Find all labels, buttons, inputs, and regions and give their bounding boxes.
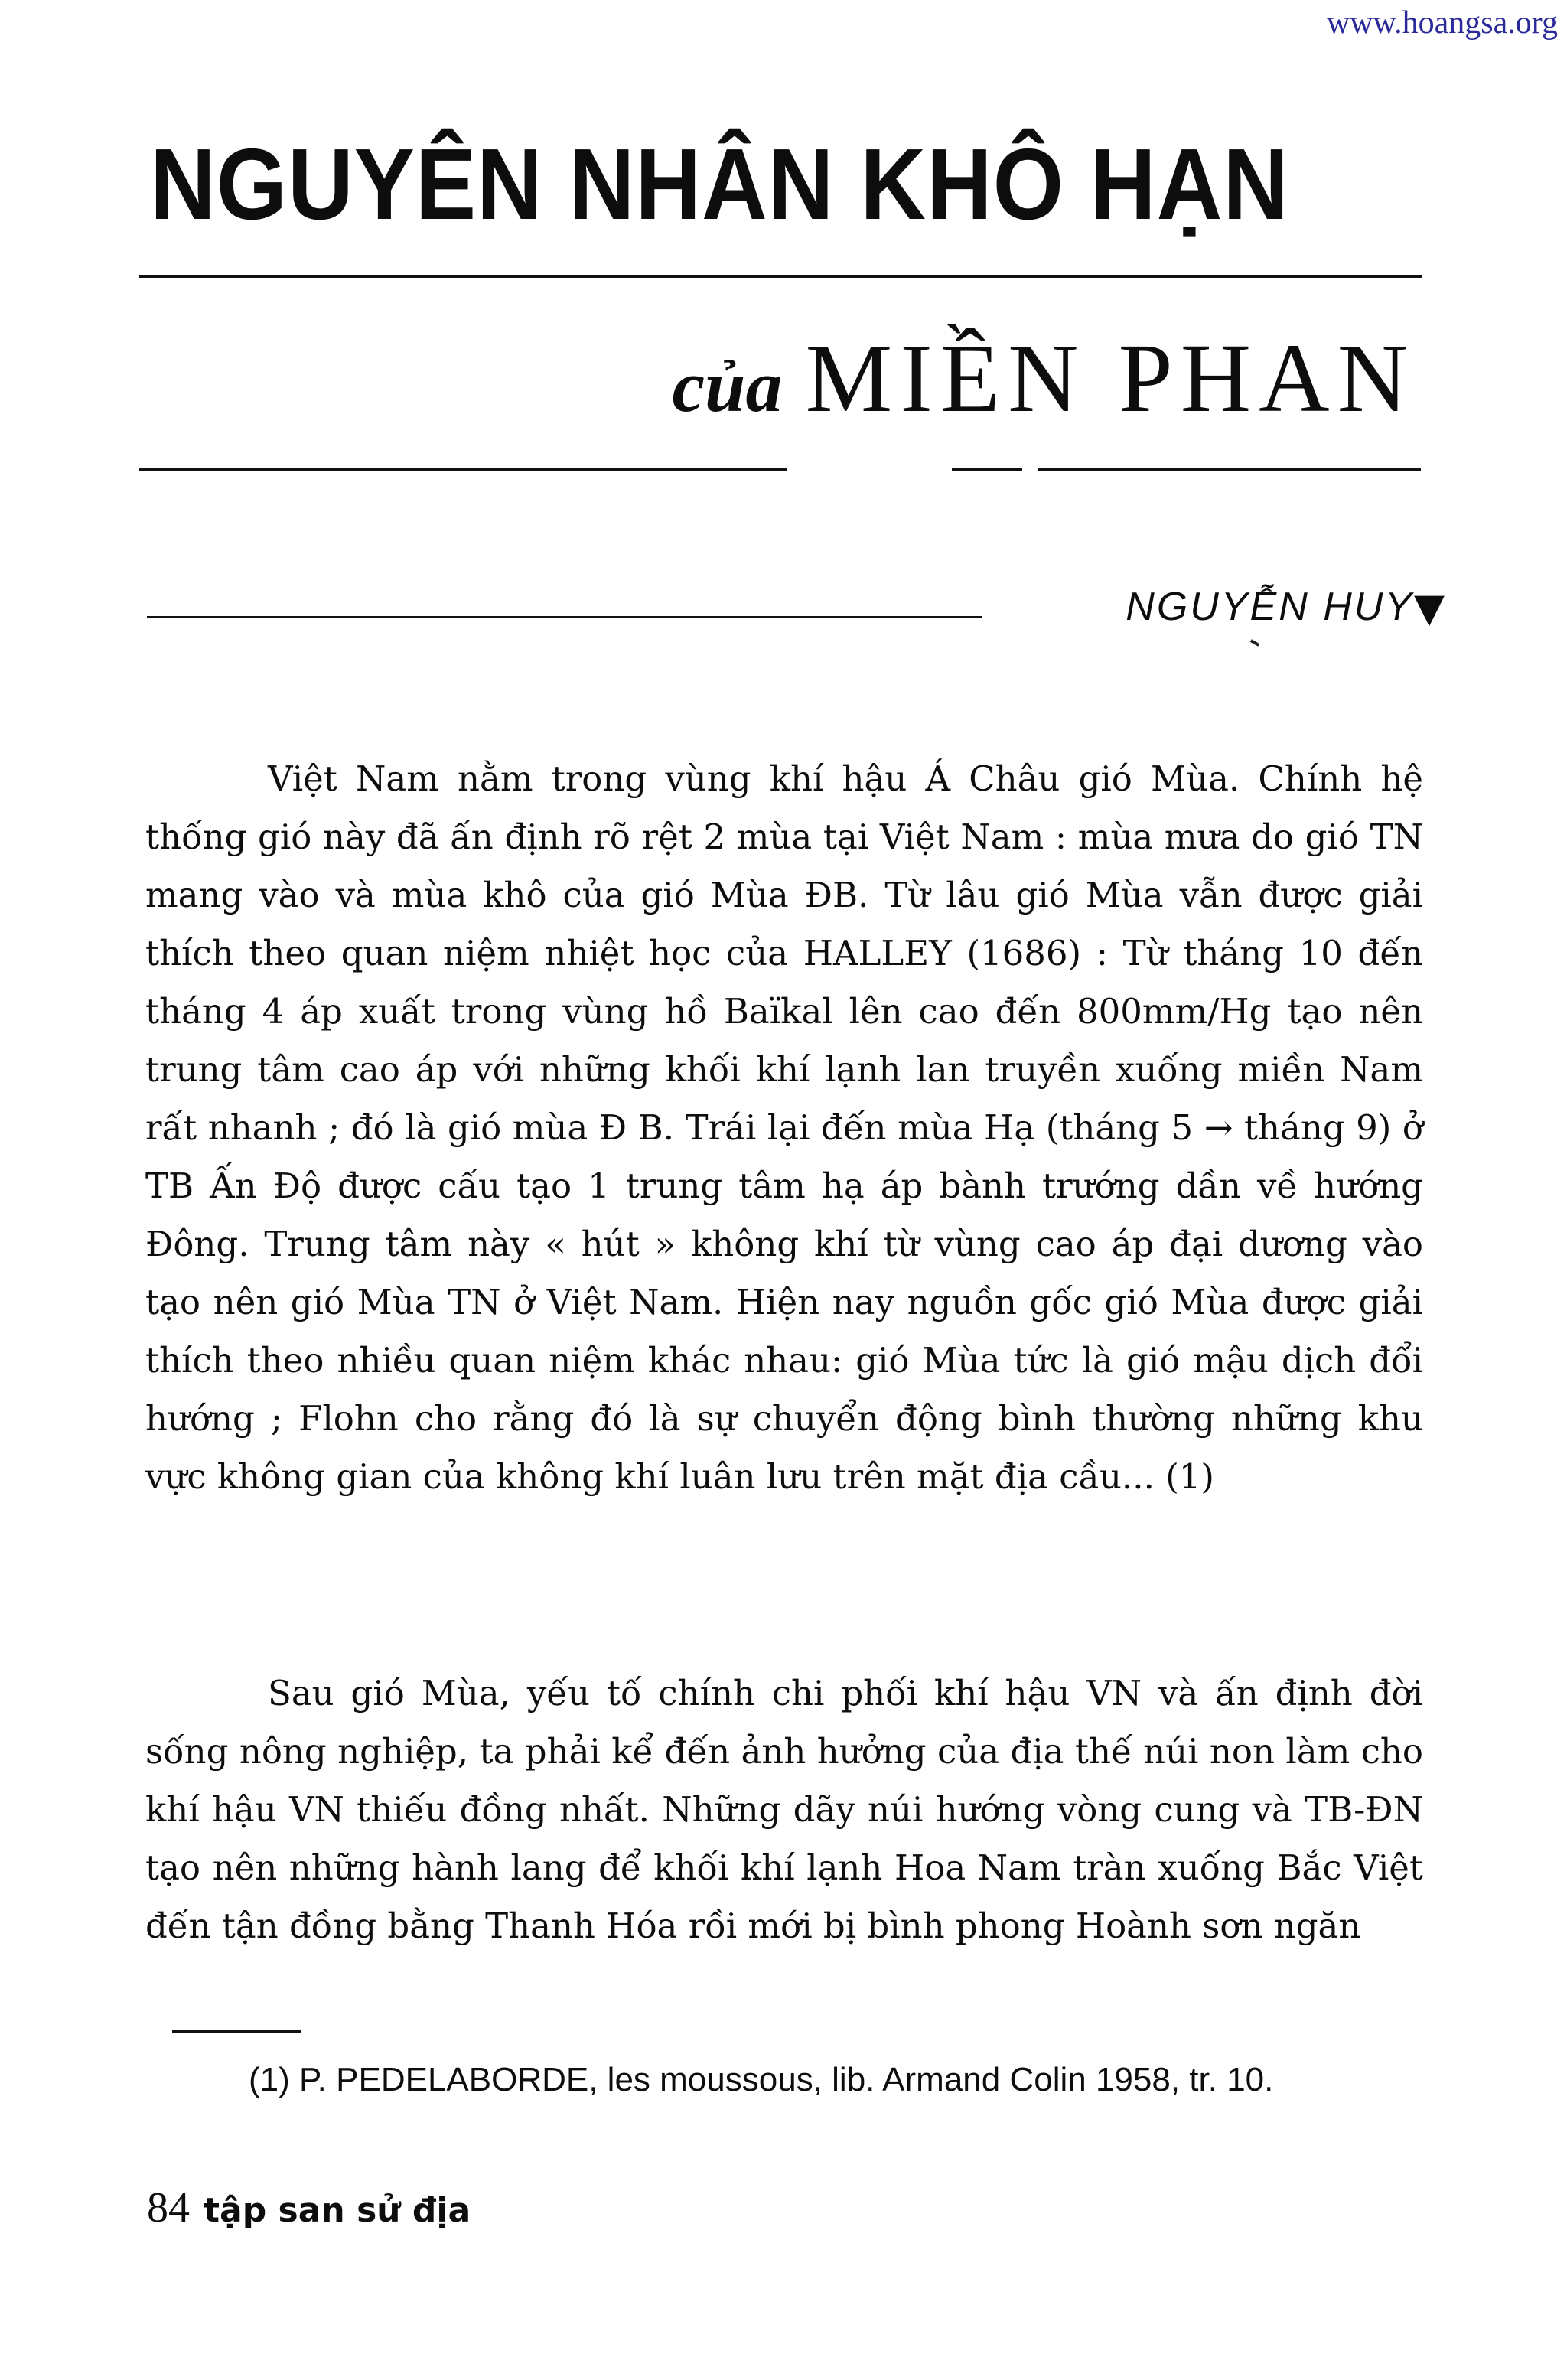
subtitle-prefix: của bbox=[672, 345, 783, 427]
page-footer bbox=[147, 2183, 471, 2232]
author-rule bbox=[147, 616, 982, 618]
footnote: (1) P. PEDELABORDE, les moussous, lib. Armand Colin 1958, tr. 10. bbox=[249, 2061, 1274, 2098]
decorative-mark bbox=[1250, 639, 1259, 646]
journal-name: tập san sử địa bbox=[204, 2191, 471, 2230]
subtitle-rule-left bbox=[139, 468, 787, 471]
page-number: 84 bbox=[147, 2184, 190, 2232]
article-subtitle bbox=[0, 324, 1416, 432]
article-title: NGUYÊN NHÂN KHÔ HẠN bbox=[150, 128, 1289, 240]
paragraph-2: Sau gió Mùa, yếu tố chính chi phối khí hậu VN và ấn định đời sống nông nghiệp, ta phải kể đến ảnh hưởng của địa thế núi non làm cho khí hậu VN thiếu đồng nhất. Những dãy núi hướng vòng cung và TB-ĐN tạo nên những hành lang để khối khí lạnh Hoa Nam tràn xuống Bắc Việt đến tận đồng bằng Thanh Hóa rồi mới bị bình phong Hoành sơn ngăn bbox=[145, 1673, 1423, 1946]
subtitle-main: MIỀN PHAN bbox=[805, 324, 1416, 432]
subtitle-rule-middle bbox=[952, 468, 1022, 471]
title-rule bbox=[139, 275, 1422, 278]
footnote-separator bbox=[172, 2030, 301, 2033]
paragraph-1: Việt Nam nằm trong vùng khí hậu Á Châu gió Mùa. Chính hệ thống gió này đã ấn định rõ rệt 2 mùa tại Việt Nam : mùa mưa do gió TN mang vào và mùa khô của gió Mùa ĐB. Từ lâu gió Mùa vẫn được giải thích theo quan niệm nhiệt học của HALLEY (1686) : Từ tháng 10 đến tháng 4 áp xuất trong vùng hồ Baïkal lên cao đến 800mm/Hg tạo nên trung tâm cao áp với những khối khí lạnh lan truyền xuống miền Nam rất nhanh ; đó là gió mùa Đ B. Trái lại đến mùa Hạ (tháng 5 → tháng 9) ở TB Ấn Độ được cấu tạo 1 trung tâm hạ áp bành trướng dần về hướng Đông. Trung tâm này « hút » không khí từ vùng cao áp đại dương vào tạo nên gió Mùa TN ở Việt Nam. Hiện nay nguồn gốc gió Mùa được giải thích theo nhiều quan niệm khác nhau: gió Mùa tức là gió mậu dịch đổi hướng ; Flohn cho rằng đó là sự chuyển động bình thường những khu vực không gian của không khí luân lưu trên mặt địa cầu... (1) bbox=[145, 758, 1423, 1497]
author-triangle-icon: ▼ bbox=[1414, 585, 1445, 631]
subtitle-rule-right bbox=[1038, 468, 1421, 471]
site-url[interactable]: www.hoangsa.org bbox=[1326, 5, 1558, 41]
author-name: NGUYỄN HUY bbox=[1126, 585, 1414, 629]
